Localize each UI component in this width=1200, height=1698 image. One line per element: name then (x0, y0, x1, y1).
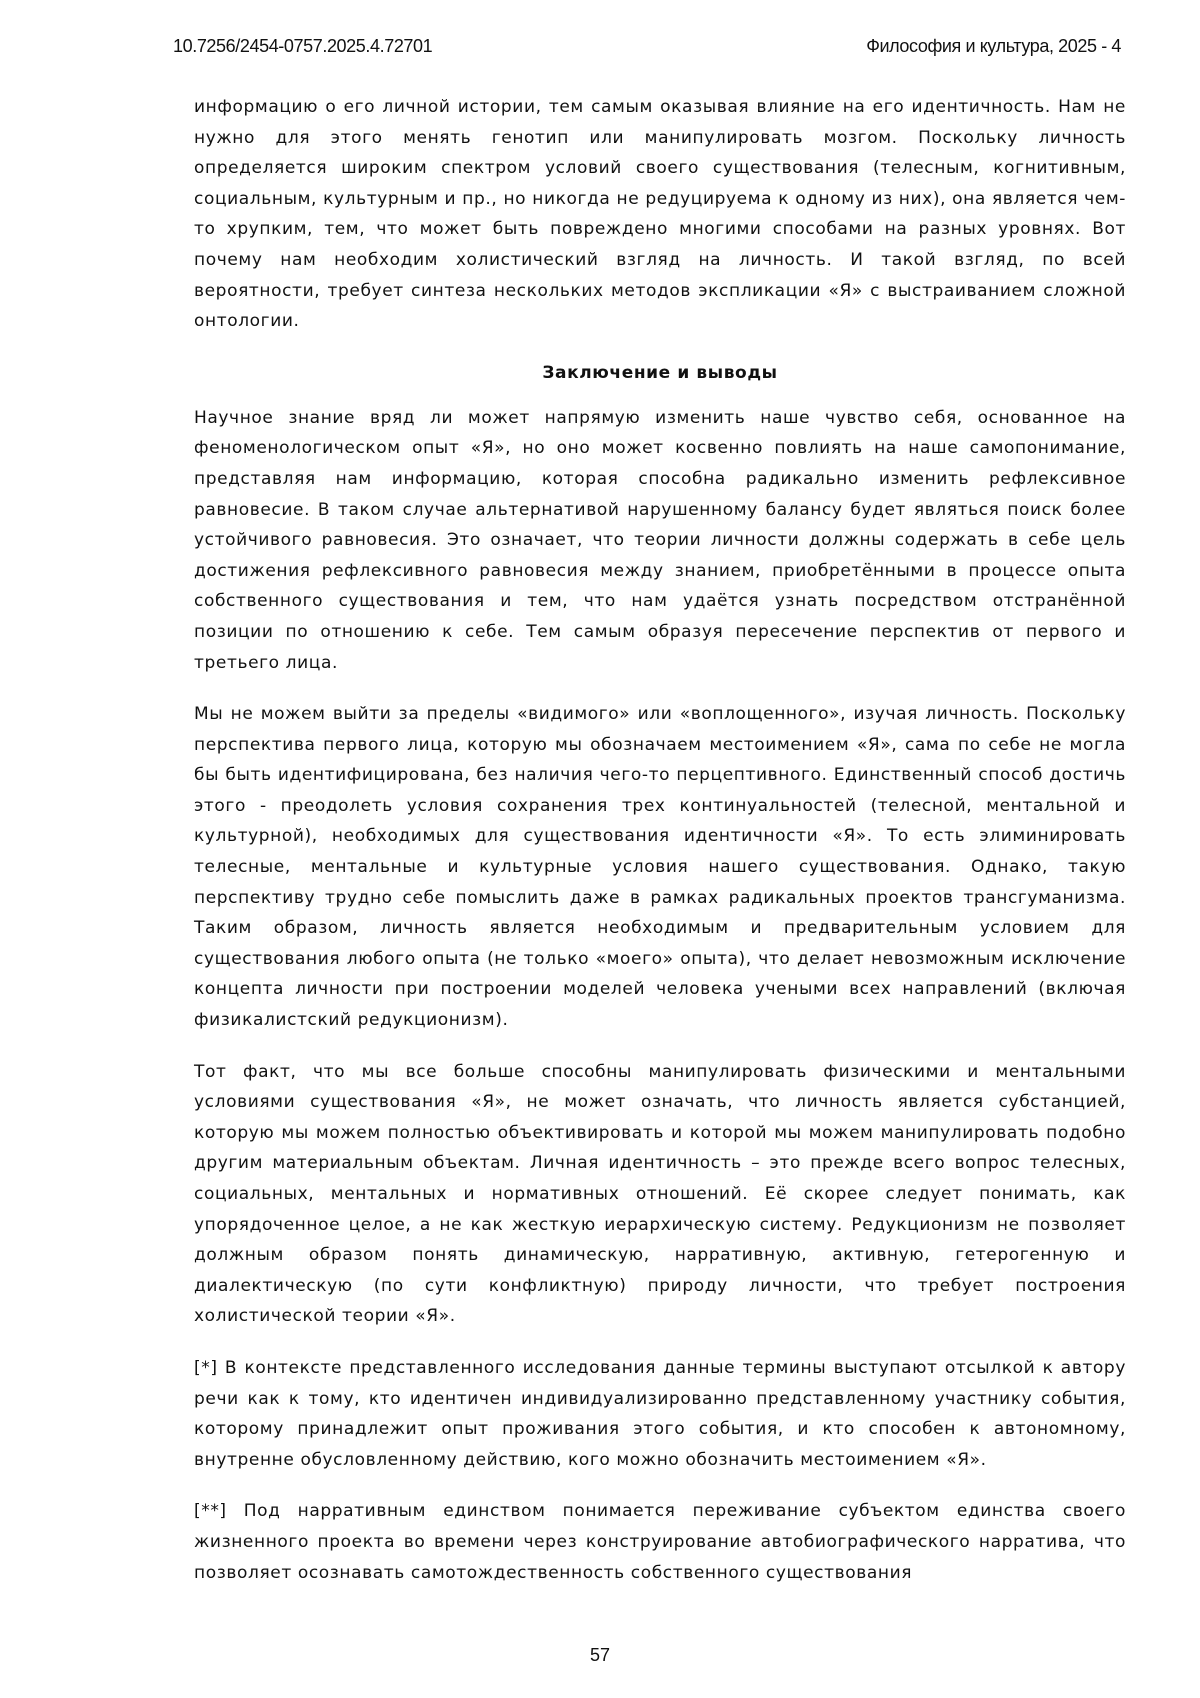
body-paragraph: Научное знание вряд ли может напрямую изменить наше чувство себя, основанное на феноменологическом опыт «Я», но оно может косвенно повлиять на наше самопонимание, представляя нам информацию, которая способна радикально изменить рефлексивное равновесие. В таком случае альтернативой нарушенному балансу будет являться поиск более устойчивого равновесия. Это означает, что теории личности должны содержать в себе цель достижения рефлексивного равновесия между знанием, приобретёнными в процессе опыта собственного существования и тем, что нам удаётся узнать посредством отстранённой позиции по отношению к себе. Тем самым образуя пересечение перспектив от первого и третьего лица. (194, 407, 1126, 673)
page-footer (0, 1645, 1200, 1666)
body-paragraph: Мы не можем выйти за пределы «видимого» или «воплощенного», изучая личность. Поскольку перспектива первого лица, которую мы обозначаем местоимением «Я», сама по себе не могла бы быть идентифицирована, без наличия чего-то перцептивного. Единственный способ достичь этого - преодолеть условия сохранения трех континуальностей (телесной, ментальной и культурной), необходимых для существования идентичности «Я». То есть элиминировать телесные, ментальные и культурные условия нашего существования. Однако, такую перспективу трудно себе помыслить даже в рамках радикальных проектов трансгуманизма. Таким образом, личность является необходимым и предварительным условием для существования любого опыта (не только «моего» опыта), что делает невозможным исключение концепта личности при построении моделей человека учеными всех направлений (включая физикалистский редукционизм). (194, 704, 1126, 1031)
section-heading: Заключение и выводы (542, 362, 778, 383)
running-header (173, 36, 1121, 57)
footnote: [**] Под нарративным единством понимается переживание субъектом единства своего жизненного проекта во времени через конструирование автобиографического нарратива, что позволяет осознавать самотождественность собственного существования (194, 1501, 1126, 1583)
page-number: 57 (589, 1645, 611, 1665)
journal-issue-label: Философия и культура, 2025 - 4 (866, 36, 1121, 56)
article-body (194, 92, 1126, 1609)
body-paragraph: информацию о его личной истории, тем самым оказывая влияние на его идентичность. Нам не нужно для этого менять генотип или манипулировать мозгом. Поскольку личность определяется широким спектром условий своего существования (телесным, когнитивным, социальным, культурным и пр., но никогда не редуцируема к одному из них), она является чем-то хрупким, тем, что может быть повреждено многими способами на разных уровнях. Вот почему нам необходим холистический взгляд на личность. И такой взгляд, по всей вероятности, требует синтеза нескольких методов экспликации «Я» с выстраиванием сложной онтологии. (194, 97, 1126, 332)
doi-label: 10.7256/2454-0757.2025.4.72701 (173, 36, 433, 56)
body-paragraph: Тот факт, что мы все больше способны манипулировать физическими и ментальными условиями существования «Я», не может означать, что личность является субстанцией, которую мы можем полностью объективировать и которой мы можем манипулировать подобно другим материальным объектам. Личная идентичность – это прежде всего вопрос телесных, социальных, ментальных и нормативных отношений. Её скорее следует понимать, как упорядоченное целое, а не как жесткую иерархическую систему. Редукционизм не позволяет должным образом понять динамическую, нарративную, активную, гетерогенную и диалектическую (по сути конфликтную) природу личности, что требует построения холистической теории «Я». (194, 1061, 1126, 1327)
footnote: [*] В контексте представленного исследования данные термины выступают отсылкой к автору речи как к тому, кто идентичен индивидуализированно представленному участнику события, которому принадлежит опыт проживания этого события, и кто способен к автономному, внутренне обусловленному действию, кого можно обозначить местоимением «Я». (194, 1357, 1126, 1470)
